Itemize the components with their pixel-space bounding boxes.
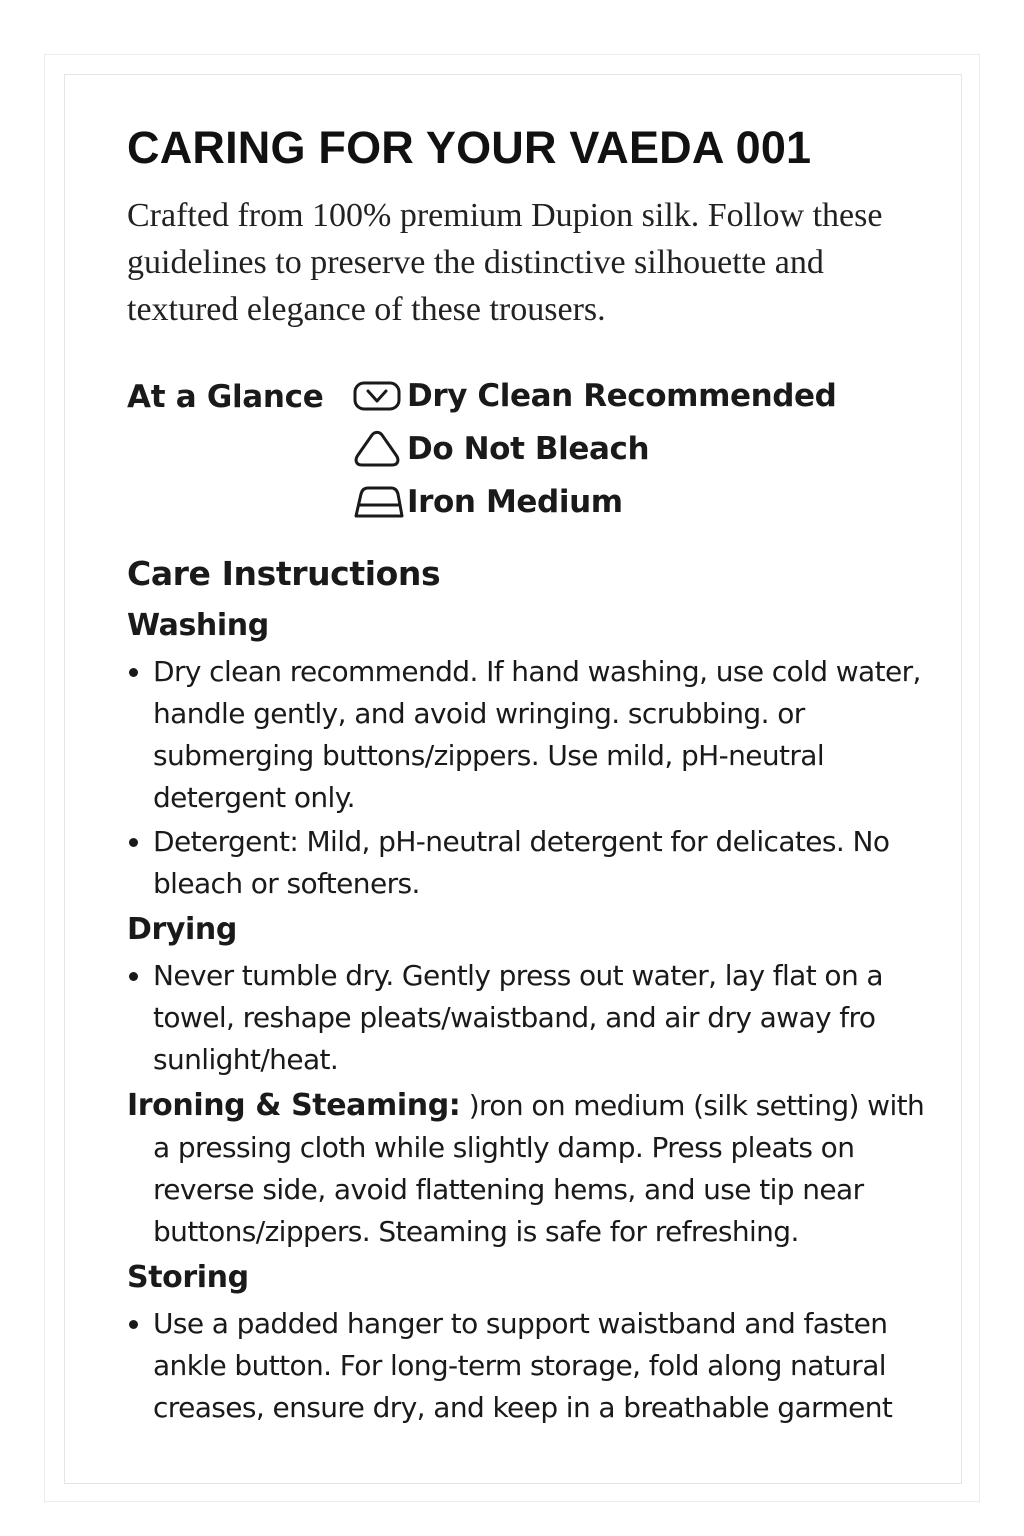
bullet-icon	[129, 1320, 138, 1329]
list-item	[127, 821, 943, 905]
storing-list	[127, 1303, 927, 1429]
dry-clean-icon	[353, 376, 407, 416]
glance-item-label: Dry Clean Recommended	[407, 377, 837, 414]
bullet-icon	[129, 838, 138, 847]
glance-item-iron-medium	[353, 479, 836, 532]
list-item	[127, 651, 943, 819]
ironing-heading: Ironing & Steaming:	[127, 1088, 461, 1123]
list-item-text: Detergent: Mild, pH-neutral detergent for delicates. No bleach or softeners.	[153, 825, 890, 900]
glance-item-label: Do Not Bleach	[407, 430, 650, 467]
washing-list	[127, 651, 927, 905]
care-card	[127, 118, 927, 1429]
at-a-glance-list	[353, 373, 836, 532]
glance-item-do-not-bleach	[353, 426, 836, 479]
intro-paragraph: Crafted from 100% premium Dupion silk. Follow these guidelines to preserve the distinctive silhouette and textured elegance of these trousers.	[127, 197, 883, 328]
care-instructions-heading: Care Instructions	[127, 554, 441, 593]
ironing-text: )ron on medium (silk setting) with a pressing cloth while slightly damp. Press pleats on reverse side, avoid flattening hems, and use tip near buttons/zippers. Steaming is safe for refreshing.	[153, 1089, 925, 1248]
at-a-glance-section	[127, 373, 927, 533]
page-title: CARING FOR YOUR VAEDA 001	[127, 122, 812, 173]
bullet-icon	[129, 668, 138, 677]
list-item-text: Use a padded hanger to support waistband and fasten ankle button. For long-term storage, fold along natural creases, ensure dry, and keep in a breathable garment	[153, 1307, 893, 1424]
do-not-bleach-icon	[353, 429, 407, 469]
glance-item-label: Iron Medium	[407, 483, 623, 520]
list-item	[127, 955, 943, 1081]
list-item-text: Dry clean recommendd. If hand washing, use cold water, handle gently, and avoid wringing. scrubbing. or submerging buttons/zippers. Use mild, pH-neutral detergent only.	[153, 655, 921, 814]
washing-heading: Washing	[127, 608, 269, 643]
list-item-text: Never tumble dry. Gently press out water, lay flat on a towel, reshape pleats/waistband, and air dry away fro sunlight/heat.	[153, 959, 883, 1076]
iron-medium-icon	[353, 482, 407, 522]
ironing-paragraph	[127, 1085, 943, 1253]
bullet-icon	[129, 972, 138, 981]
glance-item-dry-clean	[353, 373, 836, 426]
at-a-glance-label: At a Glance	[127, 379, 324, 415]
list-item	[127, 1303, 943, 1429]
storing-heading: Storing	[127, 1260, 249, 1295]
drying-list	[127, 955, 927, 1081]
drying-heading: Drying	[127, 912, 237, 947]
